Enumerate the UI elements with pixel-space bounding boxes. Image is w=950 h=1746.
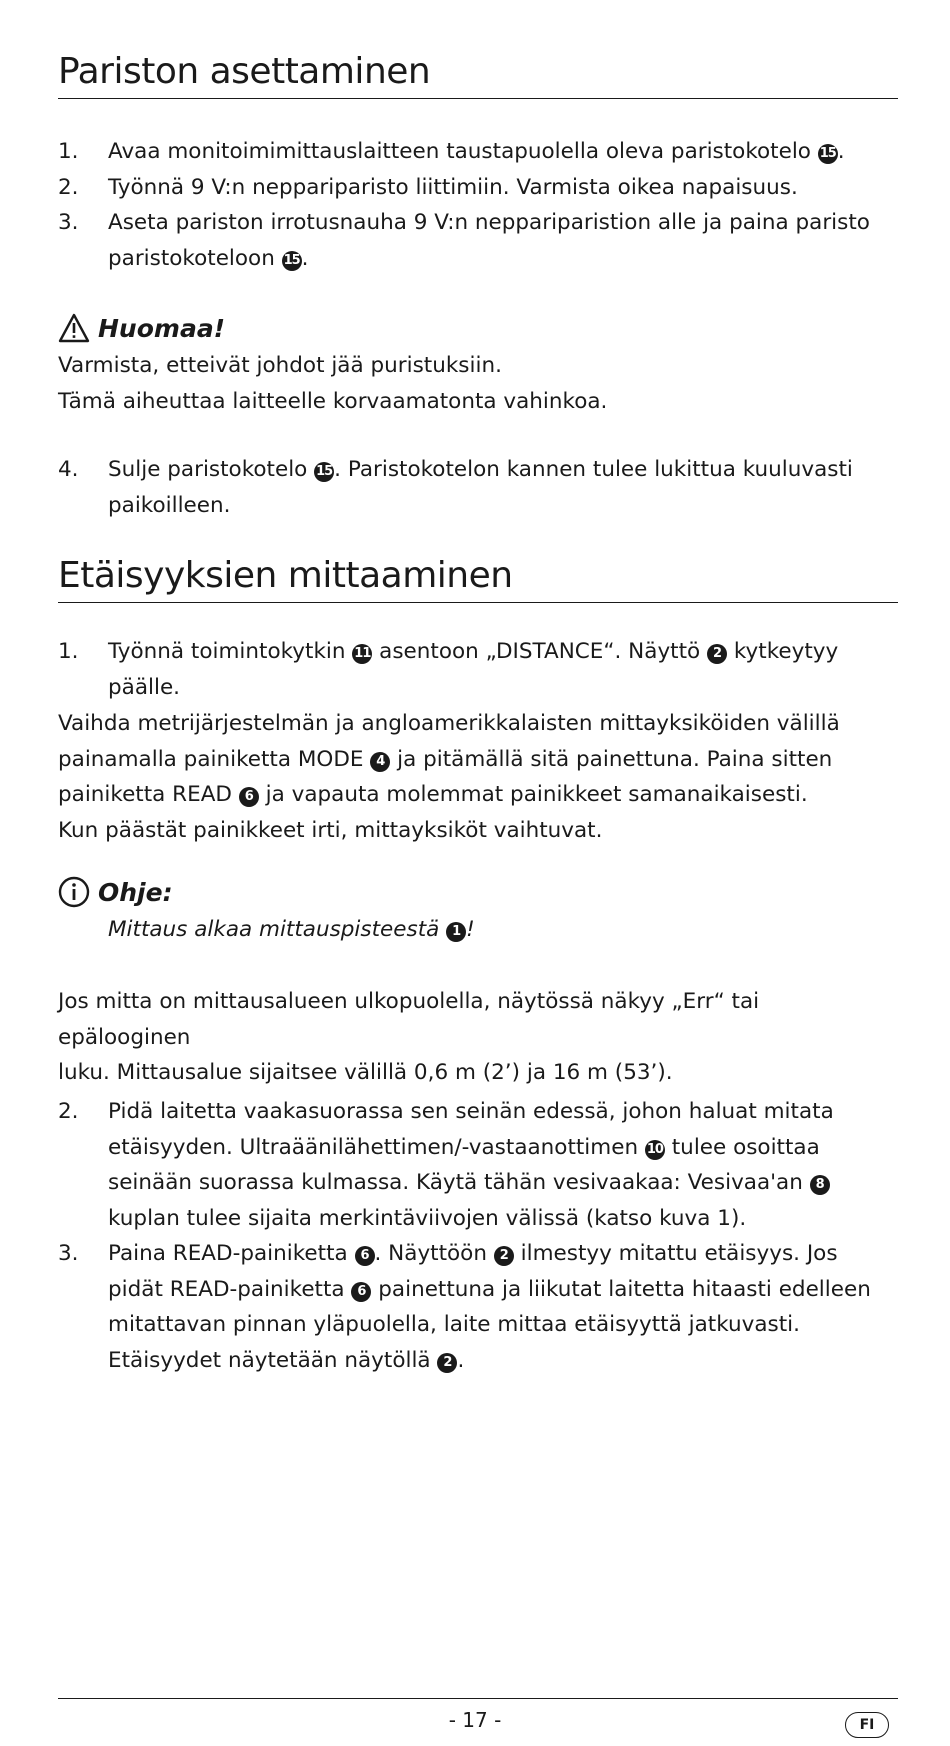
language-badge: FI — [845, 1712, 889, 1738]
ref-badge: 4 — [370, 752, 390, 772]
footer-divider — [58, 1698, 898, 1699]
section-title-battery: Pariston asettaminen — [58, 50, 898, 99]
list-item: 1. Työnnä toimintokytkin 11 asentoon „DISTANCE“. Näyttö 2 kytkeytyy päälle. — [58, 639, 839, 700]
warning-note — [58, 308, 898, 419]
section-title-distance: Etäisyyksien mittaaminen — [58, 554, 898, 603]
battery-steps-list — [58, 134, 898, 276]
list-item: 4. Sulje paristokotelo 15. Paristokotelon kannen tulee lukittua kuuluvasti paikoilleen. — [58, 457, 853, 518]
distance-steps-list — [58, 1094, 898, 1378]
ref-badge: 6 — [239, 787, 259, 807]
list-item: 3. Paina READ-painiketta 6 . Näyttöön 2 ilmestyy mitattu etäisyys. Jos pidät READ-painiketta 6 painettuna ja liikutat laitetta hitaasti edelleen mitattavan pinnan yläpuolella, laite mittaa etäisyyttä jatkuvasti. Etäisyydet näytetään näytöllä 2 . — [58, 1241, 871, 1373]
page-number: - 17 - — [448, 1708, 502, 1732]
battery-step-4 — [58, 452, 898, 523]
list-item: 2. Pidä laitetta vaakasuorassa sen seinän edessä, johon haluat mitata etäisyyden. Ultraäänilähettimen/-vastaanottimen 10 tulee osoittaa seinään suorassa kulmassa. Käytä tähän vesivaakaa: Vesivaa'an 8 kuplan tulee sijaita merkintäviivojen välissä (katso kuva 1). — [58, 1099, 834, 1231]
info-text: Mittaus alkaa mittauspisteestä 1 ! — [108, 917, 475, 942]
ref-badge: 1 — [446, 922, 466, 942]
list-item: 2. Työnnä 9 V:n neppariparisto liittimiin. Varmista oikea napaisuus. — [58, 174, 798, 200]
list-item: 3. Aseta pariston irrotusnauha 9 V:n neppariparistion alle ja paina paristo paristokoteloon 15. — [58, 210, 870, 271]
ref-badge: 2 — [437, 1353, 457, 1373]
warning-text: Varmista, etteivät johdot jää puristuksiin. Tämä aiheuttaa laitteelle korvaamatonta vahinkoa. — [58, 353, 608, 414]
ref-badge: 2 — [494, 1246, 514, 1266]
info-title: Ohje: — [98, 877, 173, 907]
ref-badge: 6 — [355, 1246, 375, 1266]
warning-triangle-icon — [58, 313, 98, 343]
ref-badge: 10 — [645, 1140, 665, 1160]
ref-badge: 11 — [352, 644, 372, 664]
ref-badge: 15 — [314, 462, 334, 482]
ref-badge: 15 — [282, 251, 302, 271]
warning-title: Huomaa! — [98, 313, 226, 343]
info-note — [58, 872, 898, 948]
ref-badge: 2 — [707, 644, 727, 664]
info-circle-icon — [58, 876, 98, 908]
distance-step-1 — [58, 634, 898, 705]
ref-badge: 6 — [351, 1282, 371, 1302]
list-item: 1. Avaa monitoimimittauslaitteen taustapuolella oleva paristokotelo 15. — [58, 139, 845, 164]
range-paragraph: Jos mitta on mittausalueen ulkopuolella, näytössä näkyy „Err“ tai epälooginen luku. Mittausalue sijaitsee välillä 0,6 m (2’) ja 16 m (53’). — [58, 989, 760, 1085]
ref-badge: 15 — [818, 144, 838, 164]
ref-badge: 8 — [810, 1175, 830, 1195]
units-paragraph: Vaihda metrijärjestelmän ja angloamerikkalaisten mittayksiköiden välillä painamalla painiketta MODE 4 ja pitämällä sitä painettuna. Paina sitten painiketta READ 6 ja vapauta molemmat painikkeet samanaikaisesti. Kun päästät painikkeet irti, mittayksiköt vaihtuvat. — [58, 711, 840, 843]
